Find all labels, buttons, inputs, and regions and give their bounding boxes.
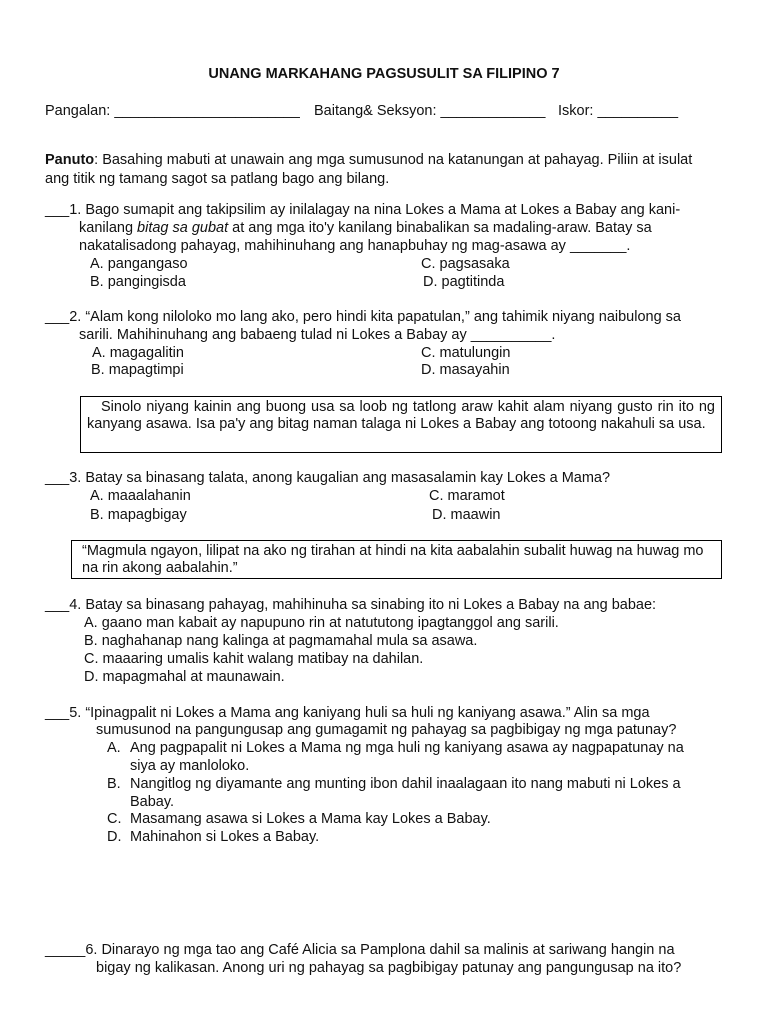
q2-stem-line-2: sarili. Mahihinuhang ang babaeng tulad ni Lokes a Babay ay __________. bbox=[79, 327, 556, 343]
q5-option-d-letter: D. bbox=[107, 829, 122, 845]
q3-option-d: D. maawin bbox=[432, 507, 501, 523]
q1-option-b: B. pangingisda bbox=[90, 274, 186, 290]
instructions-label: Panuto bbox=[45, 152, 95, 168]
q1-stem-italic: bitag sa gubat bbox=[137, 220, 229, 236]
q1-stem-line-1: ___1. Bago sumapit ang takipsilim ay inilalagay na nina Lokes a Mama at Lokes a Babay ang kani- bbox=[45, 202, 681, 218]
q5-option-d-line-1: Mahinahon si Lokes a Babay. bbox=[130, 829, 320, 845]
q1-option-d: D. pagtitinda bbox=[423, 274, 505, 290]
instructions-line-1 bbox=[45, 152, 692, 168]
q1-stem-post: at ang mga ito'y kanilang binabalikan sa madaling-araw. Batay sa bbox=[228, 220, 652, 236]
q4-option-b: B. naghahanap nang kalinga at pagmamahal mula sa asawa. bbox=[84, 633, 478, 649]
q3-option-a: A. maaalahanin bbox=[90, 488, 191, 504]
passage-box-2: “Magmula ngayon, lilipat na ako ng tirahan at hindi na kita aabalahin subalit huwag na huwag mo na rin akong aabalahin.” bbox=[71, 540, 722, 579]
q6-stem-line-1: _____6. Dinarayo ng mga tao ang Café Alicia sa Pamplona dahil sa malinis at sariwang hangin na bbox=[45, 942, 675, 958]
q5-option-a-letter: A. bbox=[107, 740, 121, 756]
q5-option-a-line-1: Ang pagpapalit ni Lokes a Mama ng mga huli ng kaniyang asawa ay nagpapatunay na bbox=[130, 740, 684, 756]
q2-option-c: C. matulungin bbox=[421, 345, 511, 361]
q1-stem-line-3: nakatalisadong pahayag, mahihinuhang ang hanapbuhay ng mag-asawa ay _______. bbox=[79, 238, 631, 254]
q3-option-b: B. mapagbigay bbox=[90, 507, 187, 523]
q1-stem-pre: kanilang bbox=[79, 220, 138, 236]
q4-stem-line-1: ___4. Batay sa binasang pahayag, mahihinuha sa sinabing ito ni Lokes a Babay na ang babae: bbox=[45, 597, 657, 613]
q5-option-b-line-1: Nangitlog ng diyamante ang munting ibon dahil inaalagaan ito nang mabuti ni Lokes a bbox=[130, 776, 681, 792]
name-field: Pangalan: _______________________ bbox=[45, 103, 300, 119]
q5-stem-line-2: sumusunod na pangungusap ang gumagamit ng pahayag sa pagbibigay ng mga patunay? bbox=[96, 722, 677, 738]
instructions-text-1: : Basahing mabuti at unawain ang mga sumusunod na katanungan at pahayag. Piliin at isulat bbox=[94, 152, 693, 168]
q5-option-b-line-2: Babay. bbox=[130, 794, 175, 810]
q3-option-c: C. maramot bbox=[429, 488, 505, 504]
q2-stem-line-1: ___2. “Alam kong niloloko mo lang ako, pero hindi kita papatulan,” ang tahimik niyang naibulong sa bbox=[45, 309, 681, 325]
q3-stem-line-1: ___3. Batay sa binasang talata, anong kaugalian ang masasalamin kay Lokes a Mama? bbox=[45, 470, 611, 486]
q5-option-b-letter: B. bbox=[107, 776, 121, 792]
instructions-line-2: ang titik ng tamang sagot sa patlang bago ang bilang. bbox=[45, 171, 390, 187]
q4-option-c: C. maaaring umalis kahit walang matibay na dahilan. bbox=[84, 651, 424, 667]
q2-option-a: A. magagalitin bbox=[92, 345, 184, 361]
q1-stem-line-2 bbox=[79, 220, 652, 236]
q4-option-a: A. gaano man kabait ay napupuno rin at natututong ipagtanggol ang sarili. bbox=[84, 615, 559, 631]
q5-option-c-line-1: Masamang asawa si Lokes a Mama kay Lokes a Babay. bbox=[130, 811, 491, 827]
q1-option-a: A. pangangaso bbox=[90, 256, 188, 272]
q2-option-d: D. masayahin bbox=[421, 362, 510, 378]
page-title: UNANG MARKAHANG PAGSUSULIT SA FILIPINO 7 bbox=[208, 66, 560, 82]
q1-option-c: C. pagsasaka bbox=[421, 256, 510, 272]
grade-section-field: Baitang& Seksyon: _____________ bbox=[314, 103, 546, 119]
score-field: Iskor: __________ bbox=[558, 103, 679, 119]
q2-option-b: B. mapagtimpi bbox=[91, 362, 184, 378]
q5-option-c-letter: C. bbox=[107, 811, 122, 827]
q6-stem-line-2: bigay ng kalikasan. Anong uri ng pahayag sa pagbibigay patunay ang pangungusap na ito? bbox=[96, 960, 682, 976]
q5-option-a-line-2: siya ay manloloko. bbox=[130, 758, 250, 774]
q5-stem-line-1: ___5. “Ipinagpalit ni Lokes a Mama ang kaniyang huli sa huli ng kaniyang asawa.” Alin sa mga bbox=[45, 705, 650, 721]
passage-box-1: Sinolo niyang kainin ang buong usa sa loob ng tatlong araw kahit alam niyang gusto rin ito ng kanyang asawa. Isa pa'y ang bitag naman talaga ni Lokes a Babay ang totoong nakahuli sa usa. bbox=[80, 396, 722, 453]
q4-option-d: D. mapagmahal at maunawain. bbox=[84, 669, 285, 685]
